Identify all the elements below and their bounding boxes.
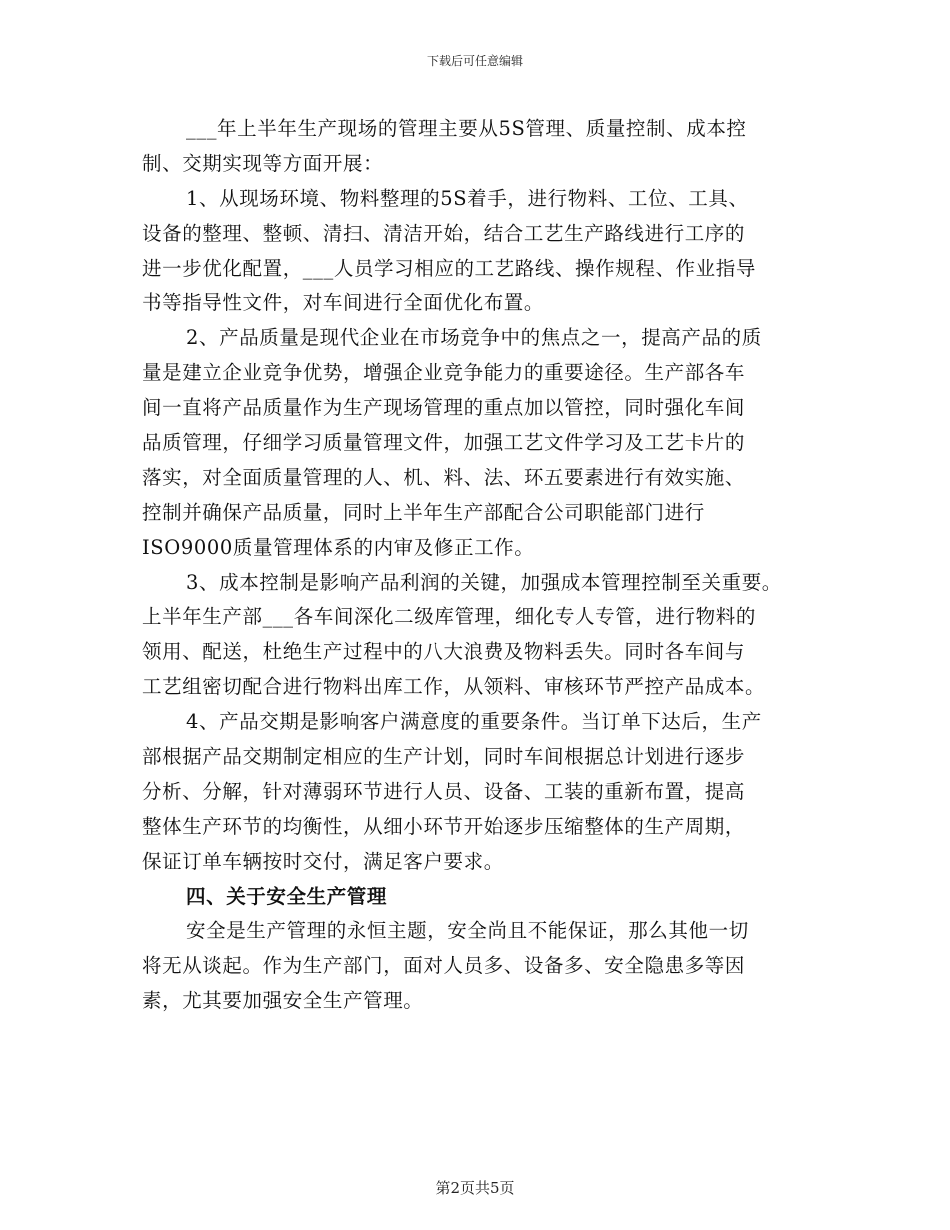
item-4-line-3: 分析、分解，针对薄弱环节进行人员、设备、工装的重新布置，提高 [142,779,746,803]
paragraph-intro-line-1: ___年上半年生产现场的管理主要从5S管理、质量控制、成本控 [186,117,747,140]
item-1-line-1: 1、从现场环境、物料整理的5S着手，进行物料、工位、工具、 [186,186,749,210]
item-4-line-1: 4、产品交期是影响客户满意度的重要条件。当订单下达后，生产 [186,710,762,734]
item-3-line-4: 工艺组密切配合进行物料出库工作，从领料、审核环节严控产品成本。 [142,675,766,699]
item-3-line-1: 3、成本控制是影响产品利润的关键，加强成本管理控制至关重要。 [186,570,782,594]
item-3-line-2: 上半年生产部___各车间深化二级库管理，细化专人专管，进行物料的 [142,605,756,629]
safety-paragraph-line-1: 安全是生产管理的永恒主题，安全尚且不能保证，那么其他一切 [186,919,749,943]
item-2-line-4: 品质管理，仔细学习质量管理文件，加强工艺文件学习及工艺卡片的 [142,431,746,455]
item-3-line-3: 领用、配送，杜绝生产过程中的八大浪费及物料丢失。同时各车间与 [142,640,746,664]
document-body [142,112,810,1019]
safety-paragraph-line-2: 将无从谈起。作为生产部门，面对人员多、设备多、安全隐患多等因 [142,954,746,978]
safety-paragraph-line-3: 素，尤其要加强安全生产管理。 [142,989,424,1013]
page-header: 下载后可任意编辑 [426,54,523,68]
item-2-line-3: 间一直将产品质量作为生产现场管理的重点加以管控，同时强化车间 [142,396,746,420]
item-1-line-3: 进一步优化配置，___人员学习相应的工艺路线、操作规程、作业指导 [142,256,756,280]
item-2-line-2: 量是建立企业竞争优势，增强企业竞争能力的重要途径。生产部各车 [142,361,746,385]
item-1-line-2: 设备的整理、整顿、清扫、清洁开始，结合工艺生产路线进行工序的 [142,221,746,245]
item-4-line-2: 部根据产品交期制定相应的生产计划，同时车间根据总计划进行逐步 [142,745,746,769]
paragraph-intro-line-2: 制、交期实现等方面开展： [142,151,384,175]
item-1-line-4: 书等指导性文件，对车间进行全面优化布置。 [142,291,545,315]
item-4-line-4: 整体生产环节的均衡性，从细小环节开始逐步压缩整体的生产周期， [142,814,746,838]
section-heading-safety: 四、关于安全生产管理 [186,884,388,908]
item-4-line-5: 保证订单车辆按时交付，满足客户要求。 [142,849,504,873]
item-2-line-6: 控制并确保产品质量，同时上半年生产部配合公司职能部门进行 [142,500,705,524]
item-2-line-1: 2、产品质量是现代企业在市场竞争中的焦点之一，提高产品的质 [186,326,762,350]
page-footer-page-number: 第2页共5页 [435,1179,515,1197]
item-2-line-5: 落实，对全面质量管理的人、机、料、法、环五要素进行有效实施、 [142,465,746,489]
item-2-line-7: ISO9000质量管理体系的内审及修正工作。 [142,535,535,559]
